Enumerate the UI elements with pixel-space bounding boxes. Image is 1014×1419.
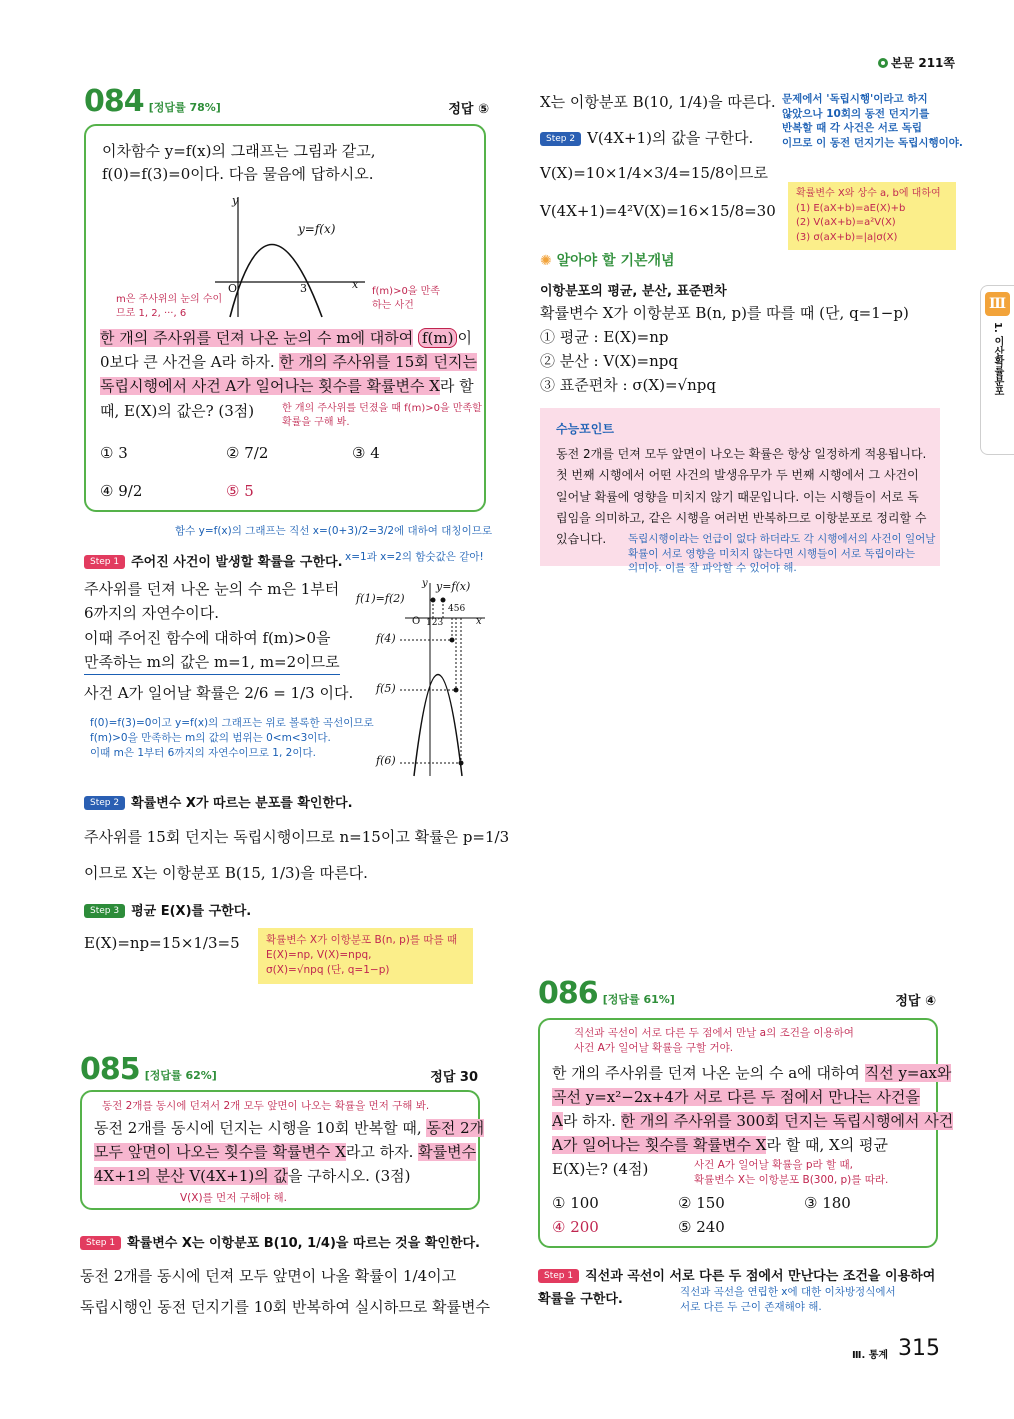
q084-note-f: f(m)>0을 만족하는 사건 xyxy=(372,286,440,311)
q084-step3-tag: Step 3 xyxy=(84,904,125,918)
q084-graph2-ticks1: 123 xyxy=(426,618,444,628)
side-tab xyxy=(980,285,1014,455)
q086-header xyxy=(538,976,936,1011)
q086-choice-3[interactable]: ③ 180 xyxy=(804,1194,851,1212)
q084-stem-1: 이차함수 y=f(x)의 그래프는 그림과 같고, xyxy=(102,142,376,160)
q084-graph-x: x xyxy=(352,278,359,291)
q084-number: 084 xyxy=(84,84,144,119)
q084-blue-note-1: f(0)=f(3)=0이고 y=f(x)의 그래프는 위로 볼록한 곡선이므로 xyxy=(90,717,374,729)
q085-header xyxy=(80,1052,478,1087)
q086-step1-head: Step 1 직선과 곡선이 서로 다른 두 점에서 만난다는 조건을 이용하여 xyxy=(538,1265,935,1284)
q085-answer: 정답 30 xyxy=(430,1070,478,1085)
q084-graph2-ticks2: 456 xyxy=(448,604,466,614)
q084-step2-head: Step 2 확률변수 X가 따르는 분포를 확인한다. xyxy=(84,792,353,811)
q084-blue-note-3: 이때 m은 1부터 6까지의 자연수이므로 1, 2이다. xyxy=(90,747,316,759)
concept-title: ✺ 알아야 할 기본개념 xyxy=(540,253,675,269)
q084-graph2-f12: f(1)=f(2) xyxy=(356,592,405,605)
q084-note-prob: 한 개의 주사위를 던졌을 때 f(m)>0을 만족할 확률을 구해 봐. xyxy=(282,403,482,428)
circle-icon xyxy=(878,58,888,68)
q084-step1-l1: 주사위를 던져 나온 눈의 수 m은 1부터 xyxy=(84,580,340,598)
concept-var: ② 분산 : V(X)=npq xyxy=(540,352,678,370)
q084-symmetry-note: 함수 y=f(x)의 그래프는 직선 x=(0+3)/2=3/2에 대하여 대칭이므로 xyxy=(175,525,492,537)
q086-step1-note: 직선과 곡선을 연립한 x에 대한 이차방정식에서 서로 다른 두 근이 존재해야 해. xyxy=(680,1286,896,1313)
q085-bottom-note: V(X)를 먼저 구해야 해. xyxy=(180,1192,287,1204)
q084-body-2: 0보다 큰 사건을 A라 하자. 한 개의 주사위를 15회 던지는 xyxy=(100,353,477,371)
q084-graph2-f5: f(5) xyxy=(376,682,396,695)
q084-fm-box: f(m) xyxy=(418,328,457,348)
q084-step1-l5: 사건 A가 일어날 확률은 2/6 = 1/3 이다. xyxy=(84,684,354,702)
concept-subtitle: 이항분포의 평균, 분산, 표준편차 xyxy=(540,284,727,299)
q085-step2-l1: V(X)=10×1/4×3/4=15/8이므로 xyxy=(540,164,769,182)
q084-rate: [정답률 78%] xyxy=(148,101,221,114)
q085-step1-head: Step 1 확률변수 X는 이항분포 B(10, 1/4)을 따르는 것을 확인한다. xyxy=(80,1232,480,1251)
q084-graph-curve-label: y=f(x) xyxy=(298,222,336,236)
q084-graph2-y: y xyxy=(422,578,428,589)
q086-l3: A라 하자. 한 개의 주사위를 300회 던지는 독립시행에서 사건 xyxy=(552,1112,954,1130)
q084-step1-l3: 이때 주어진 함수에 대하여 f(m)>0을 xyxy=(84,629,331,647)
q085-l2: 모두 앞면이 나오는 횟수를 확률변수 X라고 하자. 확률변수 xyxy=(94,1143,477,1161)
q086-step1-title2: 확률을 구한다. xyxy=(538,1292,623,1307)
q086-choice-1[interactable]: ① 100 xyxy=(552,1194,599,1212)
q084-graph-origin: O xyxy=(228,282,238,295)
ref-label: 본문 211쪽 xyxy=(878,54,955,71)
q085-step1-tag: Step 1 xyxy=(80,1236,121,1250)
q085-step1-l1: 동전 2개를 동시에 던져 모두 앞면이 나올 확률이 1/4이고 xyxy=(80,1267,457,1285)
q084-graph2-f6: f(6) xyxy=(376,754,396,767)
q085-l3: 4X+1의 분산 V(4X+1)의 값을 구하시오. (3점) xyxy=(94,1167,411,1185)
point-body: 동전 2개를 던져 모두 앞면이 나오는 확률은 항상 일정하게 적용됩니다. 첫 번째 시행에서 어떤 사건의 발생유무가 두 번째 시행에서 그 사건이 일어날 확률에 영향을 미치지 않기 때문입니다. 이는 시행들이 서로 독 립임을 의미하고, 같은 시행을 여러번 반복하므로 이항분포로 정리할 수 있습니다. xyxy=(556,447,927,547)
q086-answer: 정답 ④ xyxy=(895,994,936,1009)
q084-step1-l2: 6까지의 자연수이다. xyxy=(84,604,220,622)
q084-step3-note: 확률변수 X가 이항분포 B(n, p)를 따를 때 E(X)=np, V(X)=npq, σ(X)=√npq (단, q=1−p) xyxy=(258,928,473,984)
q084-step2-l1: 주사위를 15회 던지는 독립시행이므로 n=15이고 확률은 p=1/3 xyxy=(84,828,510,846)
q084-graph2-label: y=f(x) xyxy=(436,580,471,593)
q084-choice-5[interactable]: ⑤ 5 xyxy=(226,482,254,500)
q084-body-4: 때, E(X)의 값은? (3점) xyxy=(100,402,255,420)
q086-step1-tag: Step 1 xyxy=(538,1269,579,1283)
q084-answer: 정답 ⑤ xyxy=(448,102,489,117)
q086-top-note: 직선과 곡선이 서로 다른 두 점에서 만날 a의 조건을 이용하여 사건 A가 일어날 확률을 구할 거야. xyxy=(574,1027,854,1054)
q084-graph2 xyxy=(400,578,490,778)
q084-step1-tag: Step 1 xyxy=(84,555,125,569)
q084-step1-side: x=1과 x=2의 함숫값은 같아! xyxy=(345,551,484,563)
q085-l1: 동전 2개를 동시에 던지는 시행을 10회 반복할 때, 동전 2개 xyxy=(94,1119,485,1137)
concept-sd: ③ 표준편차 : σ(X)=√npq xyxy=(540,376,716,394)
q085-yellow-note: 확률변수 X와 상수 a, b에 대하여 (1) E(aX+b)=aE(X)+b (2) V(aX+b)=a²V(X) (3) σ(aX+b)=|a|σ(X) xyxy=(788,182,956,250)
q086-l5: E(X)는? (4점) xyxy=(552,1160,649,1178)
q086-number: 086 xyxy=(538,976,598,1011)
q084-step2-tag: Step 2 xyxy=(84,796,125,810)
q084-body-1: 한 개의 주사위를 던져 나온 눈의 수 m에 대하여 f(m) 이 xyxy=(100,329,472,347)
q085-step2-head: Step 2 V(4X+1)의 값을 구한다. xyxy=(540,127,753,150)
q086-rate: [정답률 61%] xyxy=(602,993,675,1006)
q086-l4: A가 일어나는 횟수를 확률변수 X라 할 때, X의 평균 xyxy=(552,1136,888,1154)
q084-graph-root: 3 xyxy=(300,282,307,295)
q084-body-3: 독립시행에서 사건 A가 일어나는 횟수를 확률변수 X라 할 xyxy=(100,377,474,395)
side-tab-roman: Ⅲ xyxy=(985,292,1010,316)
q084-choice-1[interactable]: ① 3 xyxy=(100,444,128,462)
q086-choice-2[interactable]: ② 150 xyxy=(678,1194,725,1212)
q086-side-note: 사건 A가 일어날 확률을 p라 할 때, 확률변수 X는 이항분포 B(300, p)를 따라. xyxy=(694,1159,889,1186)
q084-step1-head: Step 1 주어진 사건이 발생할 확률을 구한다. xyxy=(84,551,343,570)
q086-choice-4[interactable]: ④ 200 xyxy=(552,1218,599,1236)
point-title: 수능포인트 xyxy=(556,422,614,436)
q084-step3-eq: E(X)=np=15×1/3=5 xyxy=(84,934,240,952)
concept-mean: ① 평균 : E(X)=np xyxy=(540,328,669,346)
q085-cont-note: 문제에서 '독립시행'이라고 하지 않았으나 10회의 동전 던지기를 반복할 때 각 사건은 서로 독립 이므로 이 동전 던지기는 독립시행이야. xyxy=(782,93,963,150)
q084-graph2-f4: f(4) xyxy=(376,632,396,645)
q085-number: 085 xyxy=(80,1052,140,1087)
q085-top-note: 동전 2개를 동시에 던져서 2개 모두 앞면이 나오는 확률을 먼저 구해 봐. xyxy=(102,1100,430,1112)
q085-step2-tag: Step 2 xyxy=(540,132,581,146)
q084-choice-4[interactable]: ④ 9/2 xyxy=(100,482,143,500)
q084-step1-l4: 만족하는 m의 값은 m=1, m=2이므로 xyxy=(84,651,340,675)
concept-intro: 확률변수 X가 이항분포 B(n, p)를 따를 때 (단, q=1−p) xyxy=(540,304,909,322)
q084-step3-head: Step 3 평균 E(X)를 구한다. xyxy=(84,900,251,919)
q084-header xyxy=(84,84,489,119)
q084-graph2-origin: O xyxy=(412,616,421,627)
q084-stem-2: f(0)=f(3)=0이다. 다음 물음에 답하시오. xyxy=(102,165,374,183)
page-number: 315 xyxy=(898,1336,940,1361)
side-tab-chapter: 1. 이산확률분포 xyxy=(992,322,1003,397)
q085-rate: [정답률 62%] xyxy=(144,1069,217,1082)
footer-section: Ⅲ. 통계 xyxy=(852,1350,889,1361)
q086-choice-5[interactable]: ⑤ 240 xyxy=(678,1218,725,1236)
q084-note-m: m은 주사위의 눈의 수이므로 1, 2, ···, 6 xyxy=(116,294,223,319)
lightbulb-icon: ✺ xyxy=(540,253,552,269)
q084-graph2-x: x xyxy=(476,616,482,627)
point-note: 독립시행이라는 언급이 없다 하더라도 각 시행에서의 사건이 일어날 확률이 서로 영향을 미치지 않는다면 시행들이 서로 독립이라는 의미야. 이를 잘 파악할 수 있어야 해. xyxy=(628,533,936,575)
q086-l1: 한 개의 주사위를 던져 나온 눈의 수 a에 대하여 직선 y=ax와 xyxy=(552,1064,952,1082)
q084-graph-y: y xyxy=(232,194,239,207)
q084-choice-2[interactable]: ② 7/2 xyxy=(226,444,269,462)
q084-graph xyxy=(210,192,370,322)
q084-step2-l2: 이므로 X는 이항분포 B(15, 1/3)을 따른다. xyxy=(84,864,368,882)
q084-blue-note-2: f(m)>0을 만족하는 m의 값의 범위는 0<m<3이다. xyxy=(90,732,331,744)
q085-step2-l2: V(4X+1)=4²V(X)=16×15/8=30 xyxy=(540,202,776,220)
q084-choice-3[interactable]: ③ 4 xyxy=(352,444,380,462)
q085-cont-l1: X는 이항분포 B(10, 1/4)을 따른다. xyxy=(540,93,776,111)
q086-l2: 곡선 y=x²−2x+4가 서로 다른 두 점에서 만나는 사건을 xyxy=(552,1088,920,1106)
q085-step1-l2: 독립시행인 동전 던지기를 10회 반복하여 실시하므로 확률변수 xyxy=(80,1298,490,1316)
